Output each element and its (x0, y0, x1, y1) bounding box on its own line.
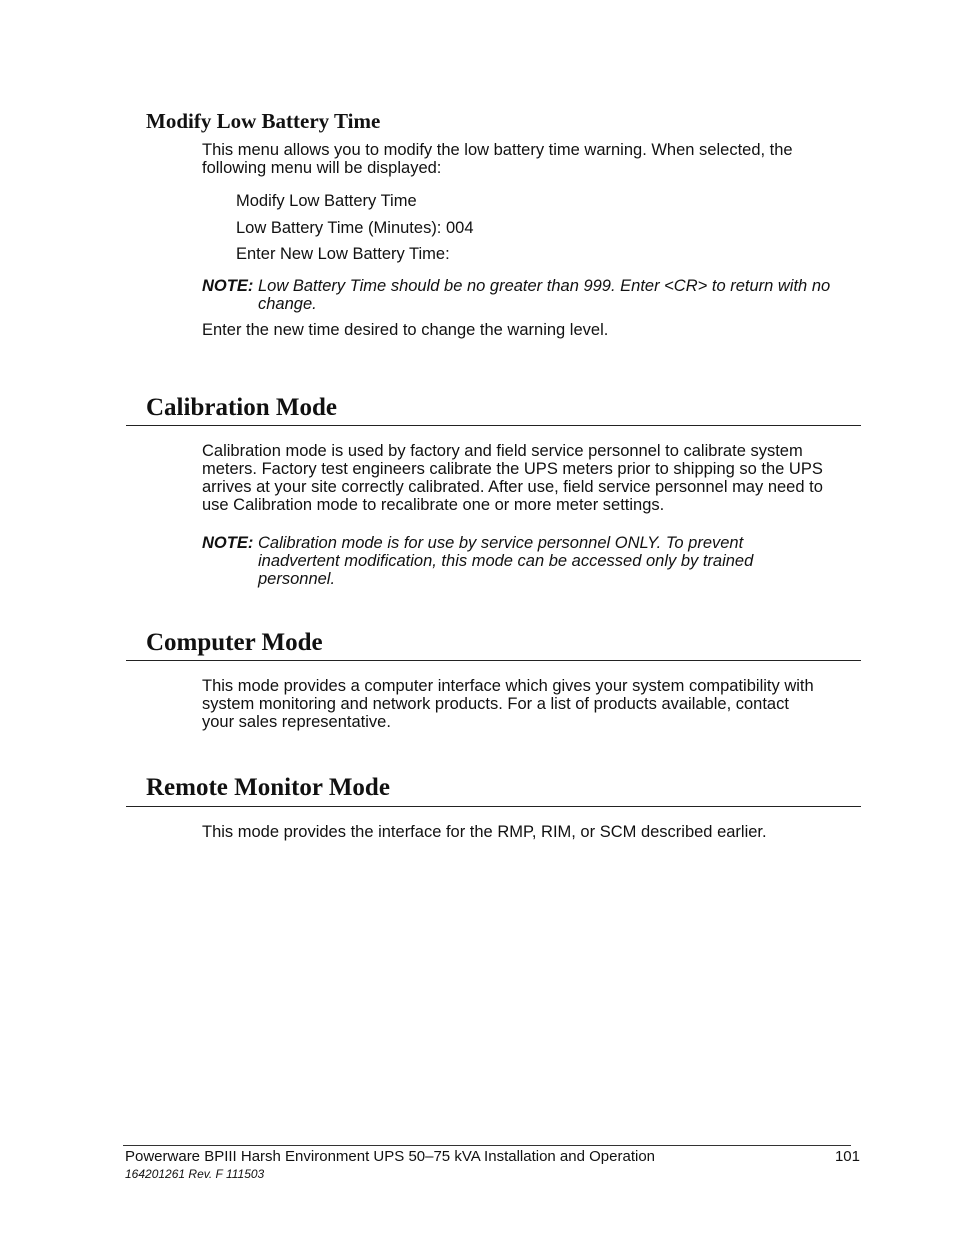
section-heading-calibration-mode: Calibration Mode (146, 394, 337, 421)
computer-mode-body: This mode provides a computer interface which gives your system compatibility with system monitoring and network products. For a list of products available, contact your sales representative. (202, 677, 814, 731)
note-low-battery (202, 277, 847, 315)
calibration-mode-body: Calibration mode is used by factory and field service personnel to calibrate system meters. Factory test engineers calibrate the UPS meters prior to shipping so the UPS arrives at your site correctly calibrated. After use, field service personnel may need to use Calibration mode to recalibrate one or more meter settings. (202, 442, 823, 514)
footer-divider (123, 1145, 851, 1146)
note-calibration (202, 534, 847, 590)
note-text: Calibration mode is for use by service personnel ONLY. To prevent inadvertent modification, this mode can be accessed only by trained personnel. (258, 534, 754, 588)
menu-line-title: Modify Low Battery Time (236, 192, 417, 210)
note-label: NOTE: (202, 534, 254, 552)
footer-document-title: Powerware BPIII Harsh Environment UPS 50–75 kVA Installation and Operation (125, 1148, 656, 1165)
footer-page-number: 101 (834, 1148, 860, 1165)
modify-low-battery-closing: Enter the new time desired to change the warning level. (202, 321, 609, 339)
menu-line-current-value: Low Battery Time (Minutes): 004 (236, 219, 474, 237)
section-divider (126, 660, 861, 661)
subsection-heading-modify-low-battery-time: Modify Low Battery Time (146, 109, 381, 133)
menu-line-prompt: Enter New Low Battery Time: (236, 245, 450, 263)
footer-revision: 164201261 Rev. F 111503 (125, 1167, 265, 1181)
note-label: NOTE: (202, 277, 254, 295)
section-divider (126, 806, 861, 807)
section-heading-computer-mode: Computer Mode (146, 629, 323, 656)
remote-monitor-mode-body: This mode provides the interface for the RMP, RIM, or SCM described earlier. (202, 823, 767, 841)
modify-low-battery-intro: This menu allows you to modify the low battery time warning. When selected, the following menu will be displayed: (202, 141, 793, 177)
section-divider (126, 425, 861, 426)
section-heading-remote-monitor-mode: Remote Monitor Mode (146, 774, 390, 801)
note-text: Low Battery Time should be no greater than 999. Enter <CR> to return with no change. (258, 277, 831, 313)
